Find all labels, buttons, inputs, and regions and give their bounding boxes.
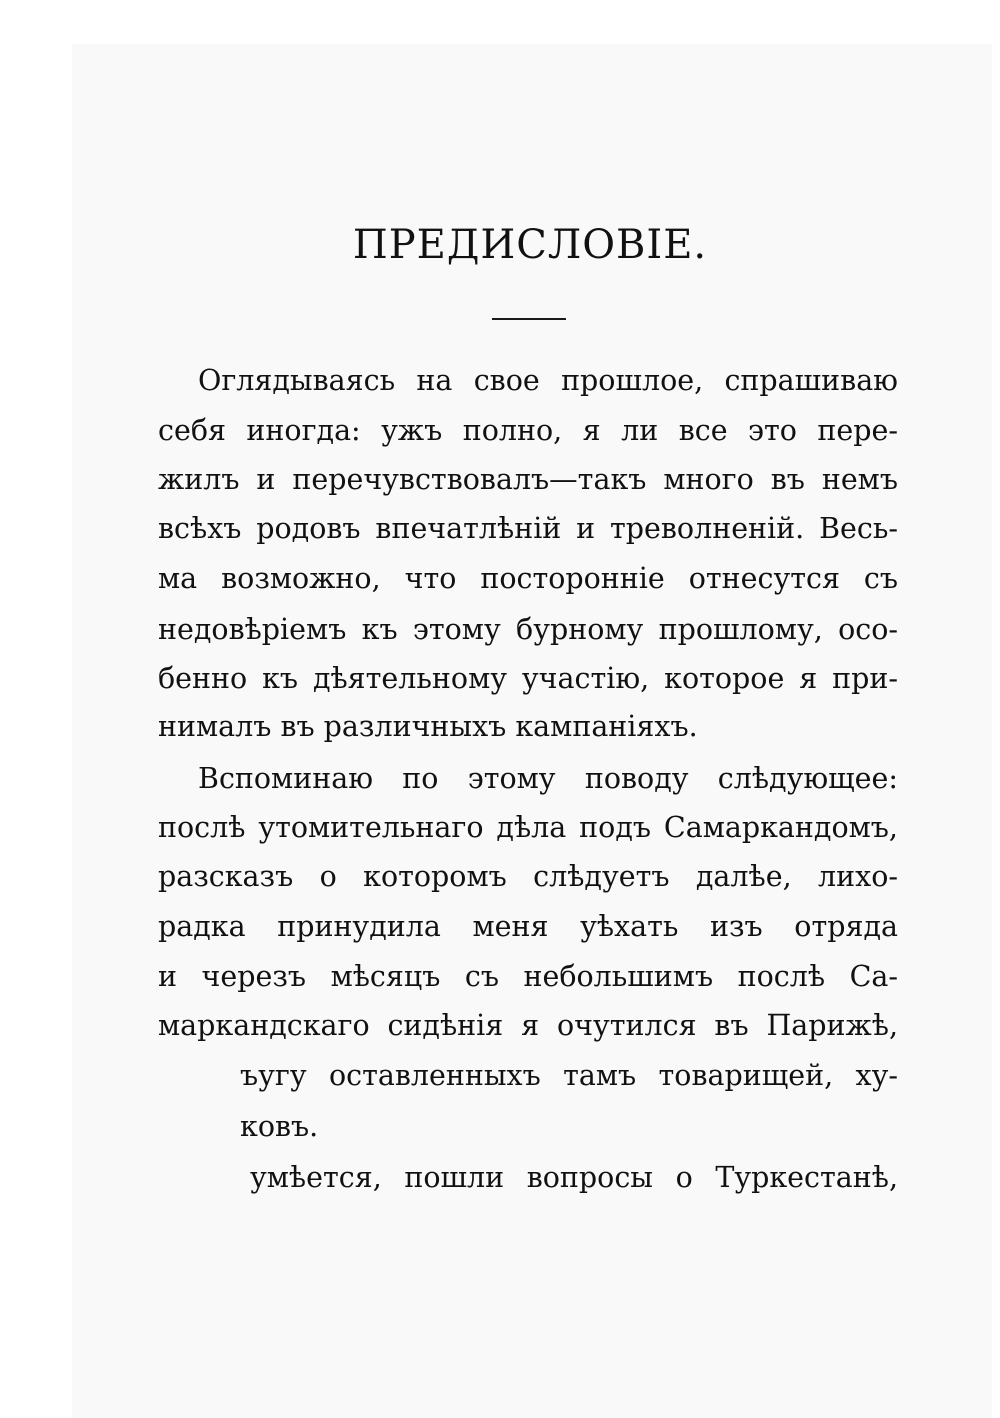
text-line: нималъ въ различныхъ кампаніяхъ. [158, 710, 698, 743]
text-line: ъугу оставленныхъ тамъ товарищей, ху- [240, 1059, 898, 1092]
text-line: разсказъ о которомъ слѣдуетъ далѣе, лихо- [158, 860, 898, 893]
text-line: жилъ и перечувствовалъ—такъ много въ немъ [158, 463, 898, 496]
text-line: бенно къ дѣятельному участію, которое я при- [158, 662, 898, 695]
text-line: ковъ. [240, 1110, 319, 1143]
text-line: послѣ утомительнаго дѣла подъ Самаркандомъ, [158, 811, 898, 844]
text-line: себя иногда: ужъ полно, я ли все это пере- [158, 414, 898, 447]
text-line: всѣхъ родовъ впечатлѣній и треволненій. Весь- [158, 512, 898, 545]
text-line: ма возможно, что посторонніе отнесутся съ [158, 562, 898, 595]
text-line: и черезъ мѣсяцъ съ небольшимъ послѣ Са- [158, 960, 898, 993]
page-title: ПРЕДИСЛОВІЕ. [352, 222, 708, 268]
text-line: недовѣріемъ къ этому бурному прошлому, осо- [158, 613, 898, 646]
text-line: умѣется, пошли вопросы о Туркестанѣ, [250, 1161, 898, 1194]
title-divider [492, 318, 566, 320]
text-line: маркандскаго сидѣнія я очутился въ Парижѣ, [158, 1009, 898, 1042]
text-line: Оглядываясь на свое прошлое, спрашиваю [198, 364, 898, 397]
text-line: радка принудила меня уѣхать изъ отряда [158, 910, 898, 943]
text-line: Вспоминаю по этому поводу слѣдующее: [198, 762, 898, 795]
